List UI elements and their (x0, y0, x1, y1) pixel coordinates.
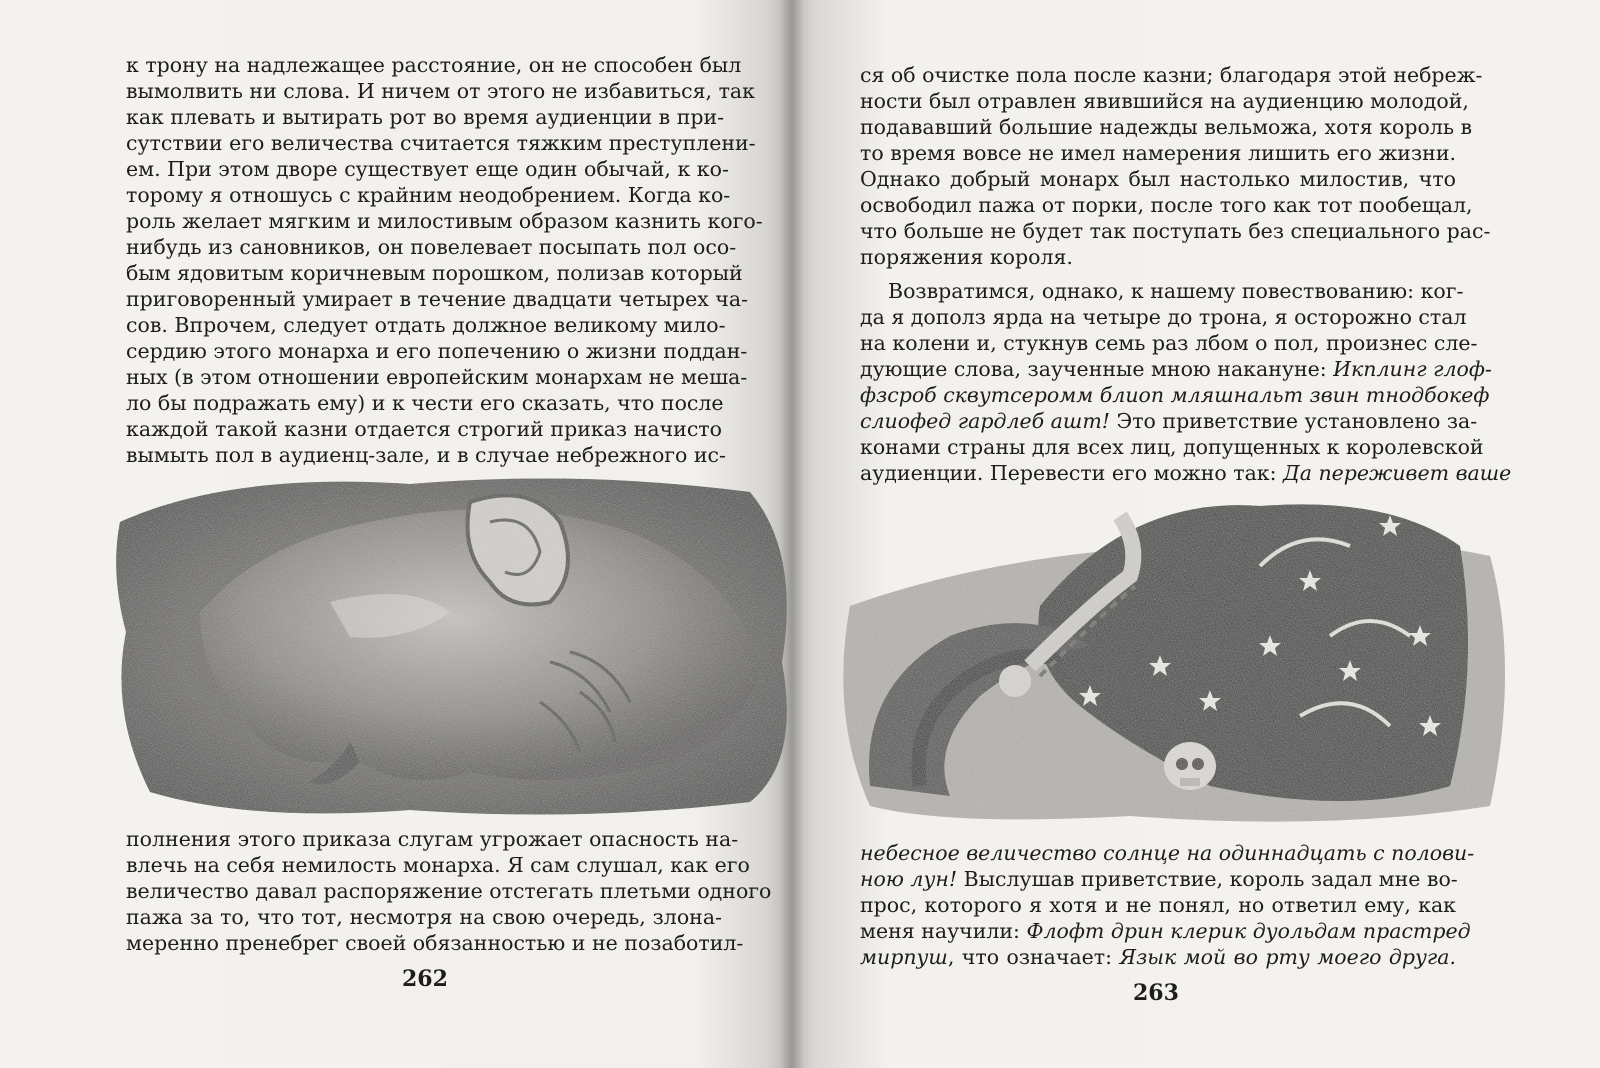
text-fragment: меня научили: (860, 919, 1027, 943)
text-line (860, 840, 1475, 866)
text-fragment: Возвратимся, однако, к нашему повествованию: ког- (888, 279, 1464, 303)
left-page-top-text (126, 52, 763, 468)
text-line: роль желает мягким и милостивым образом казнить кого- (126, 209, 763, 233)
text-line: ных (в этом отношении европейским монархам не меша- (126, 365, 748, 389)
text-line: вымыть пол в аудиенц-зале, и в случае небрежного ис- (126, 443, 726, 467)
text-line (860, 382, 1490, 408)
text-fragment: аудиенции. Перевести его можно так: (860, 461, 1284, 485)
left-page (0, 0, 790, 1068)
right-page (790, 0, 1600, 1068)
text-line: что больше не будет так поступать без специального рас- (860, 219, 1491, 243)
text-line: пажа за то, что тот, несмотря на свою очередь, злона- (126, 905, 722, 929)
text-fragment: да я дополз ярда на четыре до трона, я осторожно стал (860, 305, 1467, 329)
text-line (860, 356, 1492, 382)
text-line: нибудь из сановников, он повелевает посыпать пол осо- (126, 235, 737, 259)
text-line: ности был отравлен явившийся на аудиенцию молодой, (860, 89, 1469, 113)
left-page-bottom-text (126, 826, 772, 956)
starry-hat-illustration (830, 486, 1520, 831)
text-fragment: Это приветствие установлено за- (1110, 409, 1478, 433)
text-line: освободил пажа от порки, после того как тот пообещал, (860, 193, 1473, 217)
text-line: меренно пренебрег своей обязанностью и не позаботил- (126, 931, 744, 955)
text-line (860, 866, 1456, 892)
italic-fragment: Флофт дрин клерик дуольдам прастред (1026, 919, 1471, 943)
text-line: влечь на себя немилость монарха. Я сам слушал, как его (126, 853, 750, 877)
page-number: 262 (402, 966, 448, 992)
italic-fragment: небесное величество солнце на одиннадцать с полови- (860, 841, 1475, 865)
text-line: ем. При этом дворе существует еще один обычай, к ко- (126, 157, 729, 181)
italic-fragment: мирпуш (860, 945, 948, 969)
text-line: поряжения короля. (860, 245, 1073, 269)
text-line (860, 434, 1484, 460)
right-page-bottom-text (860, 840, 1475, 970)
right-page-top-text (860, 62, 1512, 486)
italic-fragment: фзсроб сквутсеромм блиоп мляшнальт звин тнодбокеф (860, 383, 1490, 407)
text-line: бым ядовитым коричневым порошком, полизав который (126, 261, 743, 285)
italic-fragment: ною лун! (860, 867, 958, 891)
text-line: торому я отношусь с крайним неодобрением. Когда ко- (126, 183, 731, 207)
text-line: подававший большие надежды вельможа, хотя король в (860, 115, 1473, 139)
text-line (860, 278, 1464, 304)
text-line (860, 304, 1467, 330)
text-line: сов. Впрочем, следует отдать должное великому мило- (126, 313, 726, 337)
text-line: величество давал распоряжение отстегать плетьми одного (126, 879, 772, 903)
page-number: 263 (1133, 980, 1179, 1006)
text-fragment: на колени и, стукнув семь раз лбом о пол, произнес сле- (860, 331, 1478, 355)
text-line (860, 460, 1512, 486)
text-line: вымолвить ни слова. И ничем от этого не избавиться, так (126, 79, 755, 103)
italic-fragment: Язык мой во рту моего друга. (1119, 945, 1456, 969)
italic-fragment: слиофед гардлеб ашт! (860, 409, 1110, 433)
italic-fragment: Да переживет ваше (1283, 461, 1512, 485)
text-fragment: , что означает: (947, 945, 1120, 969)
text-fragment: Выслушав приветствие, король задал мне во- (957, 867, 1458, 891)
text-line: ся об очистке пола после казни; благодаря этой небреж- (860, 63, 1483, 87)
text-line: каждой такой казни отдается строгий приказ начисто (126, 417, 722, 441)
book-gutter (780, 0, 804, 1068)
head-illustration (110, 462, 790, 820)
text-line (860, 892, 1456, 918)
text-line (860, 330, 1478, 356)
italic-fragment: Икплинг глоф- (1333, 357, 1492, 381)
text-line: то время вовсе не имел намерения лишить его жизни. (860, 141, 1456, 165)
text-line (860, 944, 1456, 970)
text-line: к трону на надлежащее расстояние, он не способен был (126, 53, 742, 77)
text-line: сердию этого монарха и его попечению о жизни поддан- (126, 339, 748, 363)
text-line (860, 918, 1471, 944)
text-fragment: прос, которого я хотя и не понял, но ответил ему, как (860, 893, 1456, 917)
text-line: приговоренный умирает в течение двадцати четырех ча- (126, 287, 748, 311)
text-line: полнения этого приказа слугам угрожает опасность на- (126, 827, 739, 851)
text-line (860, 408, 1478, 434)
text-line: ло бы подражать ему) и к чести его сказать, что после (126, 391, 724, 415)
text-line: сутствии его величества считается тяжким преступлени- (126, 131, 756, 155)
text-fragment: конами страны для всех лиц, допущенных к королевской (860, 435, 1484, 459)
text-line: Однако добрый монарх был настолько милостив, что (860, 167, 1456, 191)
text-line: как плевать и вытирать рот во время аудиенции в при- (126, 105, 725, 129)
text-fragment: дующие слова, заученные мною накануне: (860, 357, 1334, 381)
